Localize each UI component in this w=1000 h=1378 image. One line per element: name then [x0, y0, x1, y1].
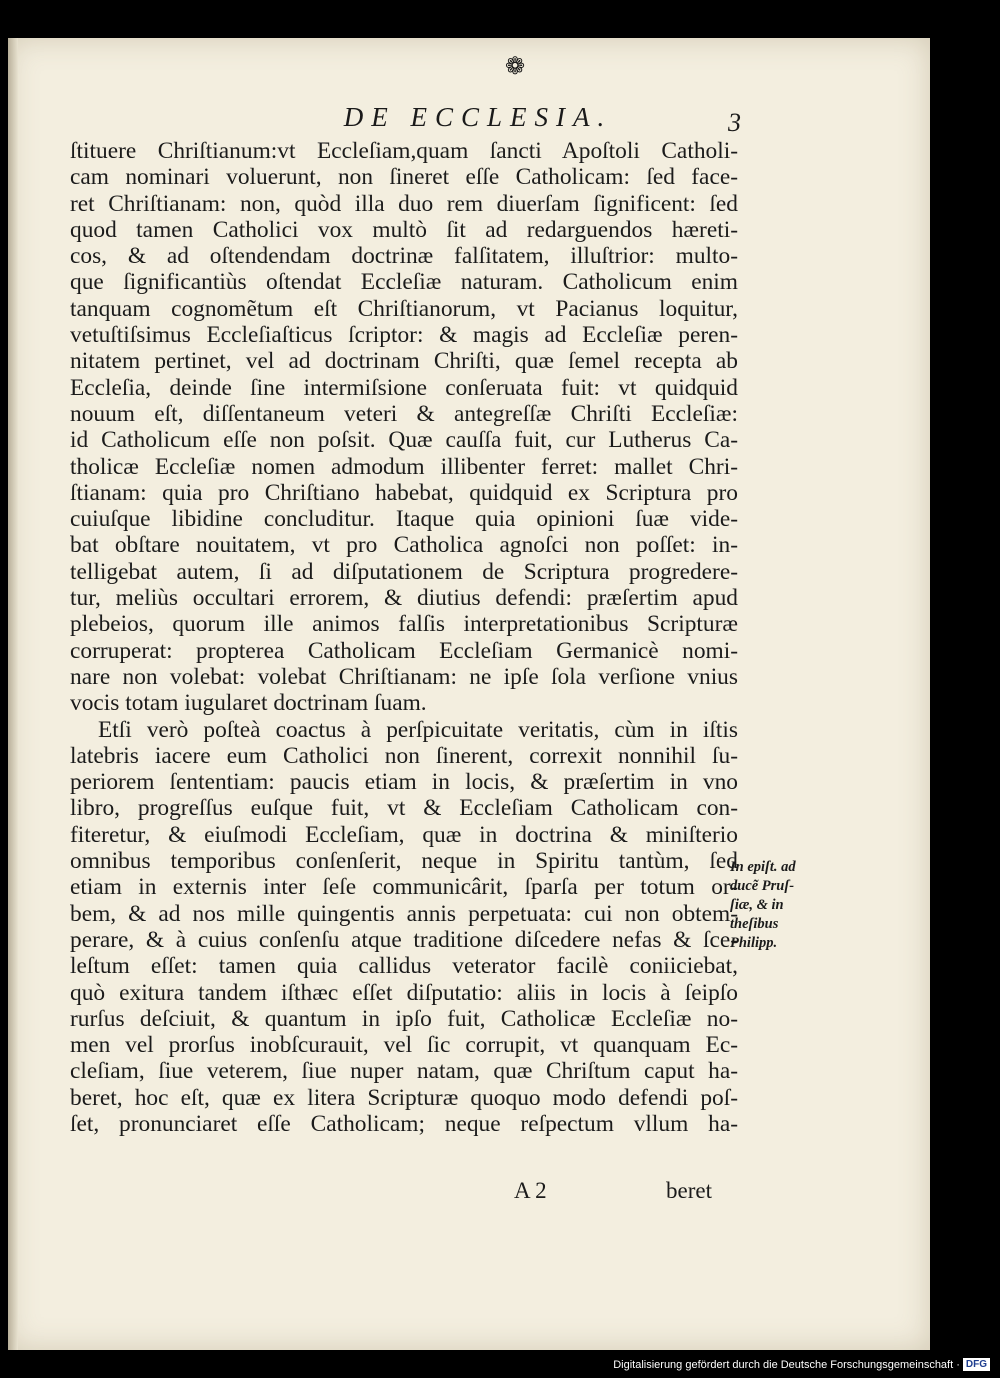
text-line: rurſus deſciuit, & quantum in ipſo fuit, Catholicæ Eccleſiæ no-: [70, 1005, 738, 1032]
text-line: cos, & ad oſtendendam doctrinæ falſitatem, illuſtrior: multo-: [70, 243, 738, 270]
text-line: etiam in externis inter ſeſe communicârit, ſparſa per totum or-: [70, 874, 738, 901]
text-line: quod tamen Catholici vox multò ſit ad redarguendos hæreti-: [70, 216, 738, 243]
text-line: leſtum eſſet: tamen quia callidus veterator facilè coniiciebat,: [70, 953, 738, 980]
text-line: fiteretur, & eiuſmodi Eccleſiam, quæ in doctrina & miniſterio: [70, 821, 738, 848]
text-line: tanquam cognomẽtum eſt Chriſtianorum, vt Pacianus loquitur,: [70, 295, 738, 322]
text-line: nouum eſt, diſſentaneum veteri & antegreſſæ Chriſti Eccleſiæ:: [70, 400, 738, 427]
text-line: cleſiam, ſiue veterem, ſiue nuper natam, quæ Chriſtum caput ha-: [70, 1058, 738, 1085]
text-line: Etſi verò poſteà coactus à perſpicuitate veritatis, cùm in iſtis: [98, 716, 738, 743]
text-line: quò exitura tandem iſthæc eſſet diſputatio: aliis in locis à ſeipſo: [70, 979, 738, 1006]
text-line: vocis totam iugularet doctrinam ſuam.: [70, 690, 427, 717]
marginal-note-line: ſiæ, & in: [730, 897, 784, 913]
text-line: Eccleſia, deinde ſine intermiſsione conſeruata fuit: vt quidquid: [70, 374, 738, 401]
marginal-note-line: Philipp.: [730, 935, 778, 951]
text-line: bem, & ad nos mille quingentis annis perpetuata: cui non obtem-: [70, 900, 738, 927]
text-line: id Catholicum eſſe non poſsit. Quæ cauſſa fuit, cur Lutherus Ca-: [70, 427, 738, 454]
text-line: cuiuſque libidine concluditur. Itaque quia opinioni ſuæ vide-: [70, 506, 738, 533]
page-number: 3: [728, 108, 741, 137]
ornament-mark: ❁: [504, 54, 526, 80]
page-gutter-edge: [8, 38, 18, 1350]
text-line: que ſignificantiùs oſtendat Eccleſiæ naturam. Catholicum enim: [70, 269, 738, 296]
text-line: corruperat: propterea Catholicam Eccleſiam Germanicè nomi-: [70, 637, 738, 664]
text-line: latebris iacere eum Catholici non ſinerent, correxit nonnihil ſu-: [70, 742, 738, 769]
text-line: tholicæ Eccleſiæ nomen admodum illibenter ferret: mallet Chri-: [70, 453, 738, 480]
text-line: libro, progreſſus euſque fuit, vt & Eccleſiam Catholicam con-: [70, 795, 738, 822]
dfg-logo: DFG: [963, 1358, 990, 1371]
text-line: plebeios, quorum ille animos falſis interpretationibus Scripturæ: [70, 611, 738, 638]
running-head: DE ECCLESIA.: [343, 102, 613, 132]
marginal-note-line: In epiſt. ad: [730, 859, 796, 875]
marginal-note-line: theſibus: [730, 916, 779, 932]
text-line: men vel prorſus inobſcurauit, vel ſic corrupit, vt quanquam Ec-: [70, 1032, 738, 1059]
text-line: nitatem pertinet, vel ad doctrinam Chriſti, quæ ſemel recepta ab: [70, 348, 738, 375]
book-page: [8, 38, 930, 1350]
text-line: beret, hoc eſt, quæ ex litera Scripturæ quoquo modo defendi poſ-: [70, 1084, 738, 1111]
text-line: periorem ſententiam: paucis etiam in locis, & præſertim in vno: [70, 769, 738, 796]
marginal-note-line: ducẽ Pruſ-: [730, 878, 795, 894]
text-line: cam nominari voluerunt, non ſineret eſſe Catholicam: ſed face-: [70, 164, 738, 191]
text-line: ſtituere Chriſtianum:vt Eccleſiam,quam ſancti Apoſtoli Catholi-: [70, 138, 738, 164]
text-line: ſtianam: quia pro Chriſtiano habebat, quidquid ex Scriptura pro: [70, 479, 738, 506]
catchword: beret: [666, 1178, 712, 1203]
text-line: vetuſtiſsimus Eccleſiaſticus ſcriptor: & magis ad Eccleſiæ peren-: [70, 322, 738, 349]
text-line: bat obſtare nouitatem, vt pro Catholica agnoſci non poſſet: in-: [70, 532, 738, 559]
text-line: tur, meliùs occultari errorem, & diutius defendi: præſertim apud: [70, 585, 738, 612]
text-line: ſet, pronunciaret eſſe Catholicam; neque reſpectum vllum ha-: [70, 1110, 738, 1137]
text-line: telligebat autem, ſi ad diſputationem de Scriptura progredere-: [70, 558, 738, 585]
body-text: [70, 138, 738, 1137]
signature-mark: A 2: [514, 1178, 547, 1203]
text-line: perare, & à cuius conſenſu atque traditione diſcedere nefas & ſce-: [70, 926, 738, 953]
funding-footer: [613, 1358, 990, 1371]
marginal-note: [730, 858, 830, 953]
text-line: nare non volebat: volebat Chriſtianam: ne ipſe ſola verſione vnius: [70, 663, 738, 690]
footer-text: Digitalisierung gefördert durch die Deutsche Forschungsgemeinschaft ·: [613, 1358, 960, 1371]
text-line: omnibus temporibus conſenſerit, neque in Spiritu tantùm, ſed: [70, 848, 738, 875]
text-line: ret Chriſtianam: non, quòd illa duo rem diuerſam ſignificent: ſed: [70, 190, 738, 217]
